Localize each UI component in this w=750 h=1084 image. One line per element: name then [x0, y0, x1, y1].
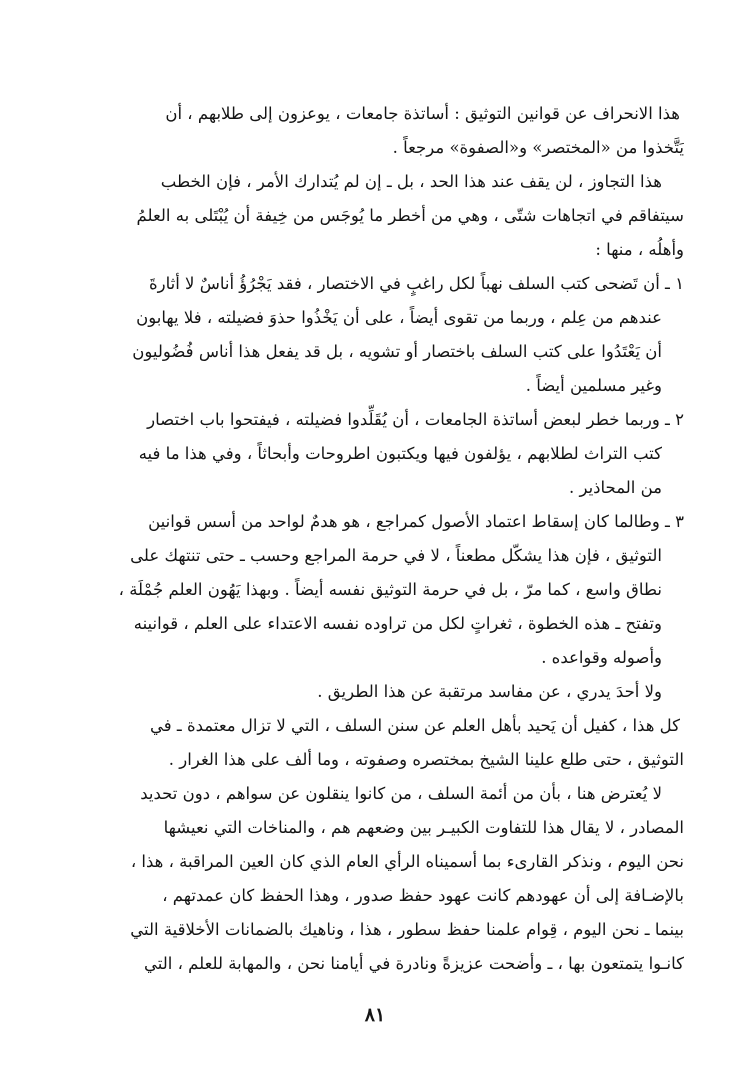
text-line: يَتَّخذوا من «المختصر» و«الصفوة» مرجعاً .	[392, 138, 684, 157]
text-line: نطاق واسع ، كما مرّ ، بل في حرمة التوثيق نفسه أيضاً . وبهذا يَهُون العلم جُمْلَة ،	[118, 580, 662, 599]
text-line: من المحاذير .	[568, 478, 662, 497]
text-line: سيتفاقم في اتجاهات شتّى ، وهي من أخطر ما يُوجَس من خِيفة أن يُبْتَلى به العلمُ	[136, 206, 684, 225]
text-line: وتفتح ـ هذه الخطوة ، ثغراتٍ لكل من تراوده نفسه الاعتداء على العلم ، قوانينه	[133, 614, 662, 633]
text-line: المصادر ، لا يقال هذا للتفاوت الكبيـر بين وضعهم هم ، والمناخات التي نعيشها	[163, 818, 684, 837]
text-line: عندهم من عِلم ، وربما من تقوى أيضاً ، على أن يَخْذُوا حذوَ فضيلته ، فلا يهابون	[136, 308, 662, 327]
text-line: وغير مسلمين أيضاً .	[525, 376, 662, 395]
text-line: بينما ـ نحن اليوم ، قِوام علمنا حفظ سطور ، هذا ، وناهيك بالضمانات الأخلاقية التي	[130, 920, 684, 939]
text-line: كتب التراث لطلابهم ، يؤلفون فيها ويكتبون اطروحات وأبحاثاً ، وفي هذا ما فيه	[138, 444, 662, 463]
text-line: هذا الانحراف عن قوانين التوثيق : أساتذة جامعات ، يوعزون إلى طلابهم ، أن	[165, 104, 680, 123]
list-item-3-text: ٣ ـ وطالما كان إسقاط اعتماد الأصول كمراجع ، هو هدمٌ لواحد من أسس قوانين	[148, 512, 684, 531]
text-line: وأهلُه ، منها :	[595, 240, 684, 259]
page-number: ٨١	[364, 1004, 386, 1026]
text-line: نحن اليوم ، ونذكر القارىء بما أسميناه الرأي العام الذي كان العين المراقبة ، هذا ،	[130, 852, 684, 871]
text-line: التوثيق ، فإن هذا يشكّل مطعناً ، لا في حرمة المراجع وحسب ـ حتى تنتهك على	[130, 546, 662, 565]
text-line: كل هذا ، كفيل أن يَحيد بأهل العلم عن سنن السلف ، التي لا تزال معتمدة ـ في	[150, 716, 680, 735]
text-line: أن يَعْتَدُوا على كتب السلف باختصار أو تشويه ، بل قد يفعل هذا أناس فُضُوليون	[132, 342, 662, 361]
text-line: لا يُعترض هنا ، بأن من أئمة السلف ، من كانوا ينقلون عن سواهم ، دون تحديد	[140, 784, 662, 803]
page-body-text	[80, 97, 684, 981]
list-item-1-text: ١ ـ أن تَضحى كتب السلف نهباً لكل راغبٍ في الاختصار ، فقد يَجْرُؤُ أناسٌ لا أثارةَ	[149, 274, 684, 293]
text-line: وأصوله وقواعده .	[541, 648, 662, 667]
text-line: التوثيق ، حتى طلع علينا الشيخ بمختصره وصفوته ، وما ألف على هذا الغرار .	[168, 750, 684, 769]
text-line: ولا أحدَ يدري ، عن مفاسد مرتقبة عن هذا الطريق .	[317, 682, 662, 701]
text-line: بالإضـافة إلى أن عهودهم كانت عهود حفظ صدور ، وهذا الحفظ كان عمدتهم ،	[162, 886, 684, 905]
list-item-2-text: ٢ ـ وربما خطر لبعض أساتذة الجامعات ، أن يُقَلِّدوا فضيلته ، فيفتحوا باب اختصار	[147, 410, 684, 429]
text-line: هذا التجاوز ، لن يقف عند هذا الحد ، بل ـ إن لم يُتدارك الأمر ، فإن الخطب	[160, 172, 662, 191]
text-line: كانـوا يتمتعون بها ، ـ وأضحت عزيزةً ونادرة في أيامنا نحن ، والمهابة للعلم ، التي	[144, 954, 684, 973]
